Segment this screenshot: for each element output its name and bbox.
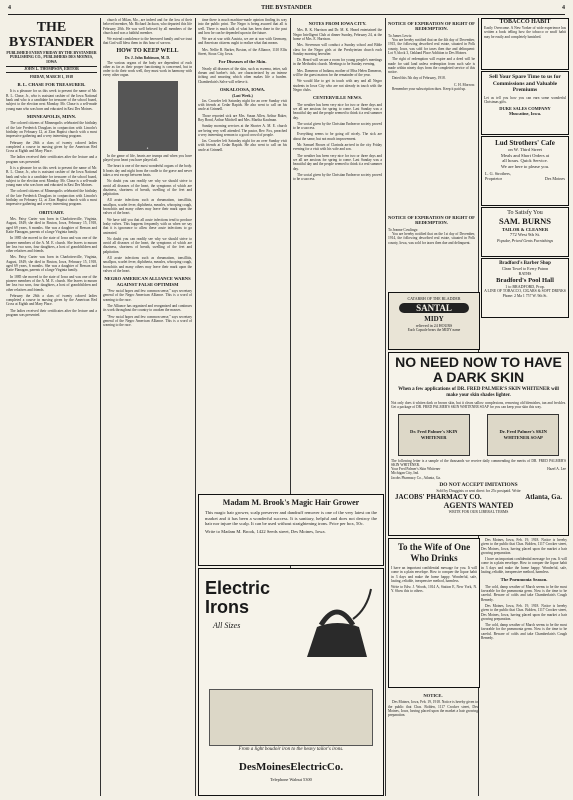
headline: OBITUARY. [38, 209, 65, 215]
ad-city: Muscatine, Iowa. [508, 111, 542, 117]
masthead: THE BYSTANDER [8, 20, 95, 50]
article-text: "Few racial hopes and few common sense," says secretary general of the Negro American Alliance. This is a word of warning to the race. [103, 289, 192, 302]
ad-company: DUKE SALES COMPANY [499, 106, 551, 112]
article-text: church of Milan, Mo., are indeed and for the loss of their beloved member, Mr. Richard Jackson, who departed this life February 20th. He was well beloved by all members of the church and was a faithful member. [103, 18, 192, 35]
ad-text: I have an important confidential message for you. It will come in a plain envelope. How to conquer the liquor habit in 3 days and make the home happy. Wonderful, safe, lasting, reliable, inexpensive method, harmless. [391, 566, 477, 583]
ad-text: BATHS [518, 270, 532, 276]
headline: HOW TO KEEP WELL [116, 47, 179, 54]
headline: NOTES FROM IOWA CITY. [308, 21, 367, 26]
ad-text: Let us tell you how you can earn some wonderful Christmas gifts. [484, 95, 566, 104]
notice-recipient: To Jeanne Cowlings: [388, 227, 419, 232]
article-text: Sunday morning services at the Shorter A. M. E. church are being very well attended. The pastor, Rev. Fox, preached a very interesting sermon to a good crowd of people. [198, 124, 287, 137]
pneumonia-block [481, 538, 567, 796]
ad-phone: Telephone Walnut 5300 [270, 777, 312, 782]
notice-block [388, 690, 478, 796]
iron-illustration [297, 579, 377, 669]
skin-whitener-ad [388, 352, 569, 536]
article-text: No doubt you can readily see why we should strive to avoid all diseases of the heart, the symptoms of which are dizziness, shortness of breath, swelling of the feet and palpitation. [103, 179, 192, 197]
article-text: Des Moines, Iowa, Feb. 19, 1918. Notice is hereby given to the public that Chas. Bolden, 1117 Crocker street, Des Moines, Iowa, having placed upon the market a hair growing preparation. [481, 603, 567, 621]
ad-company: JACOBS' PHARMACY CO. [395, 493, 482, 502]
ad-title: To the Wife of One Who Drinks [397, 542, 471, 563]
article-text: The colored citizens of Minneapolis celebrated the birthday of the late Frederick Douglass in conjunction with Lincoln's birthday on February 12, at Zion Baptist church with a most impressive gathering and a very interesting program. [6, 189, 97, 207]
article-text: It is a pleasure for us this week to present the name of Mr. B. L. Chase, Jr., who is assistant cashier of the Iowa National bank and who is a candidate for treasurer of the school board, subject to the election next Monday. Mr. Chase is a self-made young man who was born and educated in East Des Moines. [6, 166, 97, 188]
article-text: You are hereby notified that on the 1st day of December, 1914, the following described real estate, situated in Polk county, Iowa, was sold for taxes then due and delinquent. [388, 232, 475, 245]
ad-heading: Bradford's Barber Shop [499, 261, 551, 266]
magic-hair-grower-ad [198, 494, 384, 566]
ad-footer [482, 176, 568, 181]
article-text: Those reported sick are Mrs. Susan Allen, Arthur Baker, Roy Bond, Arthur Mitchell and Mrs. Martha Kaufman. [198, 113, 287, 122]
notice-recipient: To James Lewis: [388, 33, 413, 38]
ad-subtitle: When a few applications of DR. FRED PALMER'S SKIN WHITENER will make your skin shades lighter. [398, 387, 559, 398]
legal-notice-heading: NOTICE OF EXPIRATION OF RIGHT OF REDEMPTION. [388, 215, 475, 226]
ad-warning: DO NOT ACCEPT IMITATIONS [439, 482, 518, 489]
page-number-right: 4 [561, 5, 565, 11]
article-text: Dr. Heard will secure a room for young people's meetings in the Methodist church. Meetings to be Sunday evening. [293, 58, 382, 67]
article-text: We have told you that all acute infections tend to produce leaky valves. This happens frequently with us when we say that it is ignorance to allow these acute infections to go untreated. [103, 217, 192, 235]
ad-text: A LINE OF TOBACCO, CIGARS & SOFT DRINKS [484, 289, 566, 294]
ad-text: We are here to please you. [500, 163, 550, 169]
byline: (Last Week.) [232, 94, 253, 99]
ad-address: Write to Edw. J. Woods, 1014 A, Station E, New York, N. Y. Show this to others. [391, 585, 477, 594]
notice-signature: C. H. Morrow. [453, 82, 475, 87]
spare-time-ad [481, 71, 569, 135]
article-text: The various organs of the body are dependent of each other as far as their proper functioning is concerned, but in order to do their work well, they must work in harmony with every other organ. [103, 60, 192, 78]
ad-text: Each Capsule bears the MIDY name [407, 328, 461, 332]
issue-date: FRIDAY, MARCH 1, 1918 [29, 74, 74, 79]
ad-city: Atlanta, Ga. [525, 493, 562, 502]
article-text: time there is much machine-made opinion finding its way into the public print. The Negro is being assured that all is well. There is much talk of what has been done in the past and how he can be depended upon in the future. [198, 18, 287, 35]
ad-text: Meals and Short Orders at [500, 152, 550, 158]
ad-title: NO NEED NOW TO HAVE A DARK SKIN [395, 354, 562, 385]
article-text: The ladies received their certificates after the lecture and a program was presented. [6, 155, 97, 164]
article-text: The social given by the Christian Endeavor society proved to be a success. [293, 121, 382, 131]
column-5-lower [388, 212, 475, 290]
headline: MINNEAPOLIS, MINN. [26, 113, 77, 119]
article-text: Mrs. B. K. Harrison and Dr. M. K. Heard entertained the Negro Intelligent Club at dinner Sunday, February 24, at the home of Mrs. E. Harrison. [293, 28, 382, 41]
ad-proprietor: L. G. Strothers, [485, 171, 511, 176]
column-rule [100, 18, 101, 796]
editor-line: JOHN L. THOMPSON, EDITOR [6, 66, 97, 72]
irons-heading [205, 579, 297, 631]
drinking-habit-ad [388, 538, 480, 688]
ad-text: Sold by Druggists or sent direct for 25c postpaid. Write [436, 488, 521, 493]
article-text: The ladies received their certificates after the lecture and a program was presented. [6, 308, 97, 318]
article-text: Mrs. Nellie B. Barker, Boston, of the Alliance, 1110 Ellis Street, Sioux City, Iowa. [198, 47, 287, 57]
ad-heading: Sell Your Spare Time to us for Commissions and Valuable Premiums [489, 74, 561, 93]
boudoir-illustration [209, 689, 373, 746]
headline: CENTERVILLE NEWS. [312, 95, 363, 101]
iron-icon [297, 579, 377, 669]
letter-place: Michigan City, Ind. [391, 471, 420, 476]
byline: Dr. J. John Robinson, M. D. [124, 56, 171, 61]
article-text: Mrs. Patsy Carter was born in Charlottesville, Virginia, August, 1849; she died in Boston, Iowa, February 15, 1918, aged 69 years, 6 months. She was a daughter of Benson and Katie Flanagan, parents of a large Virginia family. [6, 255, 97, 273]
legal-notice-heading: NOTICE OF EXPIRATION OF RIGHT OF REDEMPTION. [388, 21, 475, 32]
ad-name: Bradford's Pool Hall [496, 276, 554, 284]
article-text: Mrs. Patsy Carter was born in Charlottesville, Virginia, August, 1849; she died in Boston, Iowa, February 15, 1918, aged 69 years, 6 months. She was a daughter of Benson and Katie Flanagan, parents of a large Virginia family. [6, 217, 97, 234]
page-header [8, 2, 565, 15]
headline: NOTICE. [423, 693, 443, 698]
article-text: In 1885 she moved to the state of Iowa and was one of the pioneer members of the A. M. E. church. She leaves to mourn her loss two sons, four daughters, a host of grandchildren and other relatives and friends. [6, 274, 97, 292]
ad-heading: To Satisfy You [507, 210, 543, 216]
article-text: The right of redemption will expire and a deed will be made for said land unless redemption from such sale is made within ninety days from the completed service of this notice. [388, 57, 475, 75]
ad-agents: AGENTS WANTED [443, 501, 514, 511]
ad-company-line [389, 493, 568, 501]
column-4 [293, 18, 382, 490]
article-text: February the 26th a class of twenty colored ladies completed a course in nursing given by the American Red Cross at Eighth and Mary Place. [6, 293, 97, 307]
column-5 [388, 18, 475, 210]
headline: B. L. CHASE FOR TREASURER. [17, 82, 86, 88]
publisher-line: PUBLISHED EVERY FRIDAY BY THE BYSTANDER PUBLISHING CO., PUBLISHERS DES MOINES, IOWA [6, 51, 97, 64]
article-text: You are hereby notified that on the 4th day of December, 1915, the following described real estate, situated in Polk county, Iowa, was sold for taxes then due and delinquent: Lot 9, block 3, Oakland Place Addition to Des Moines. [388, 38, 475, 55]
ad-letter [389, 467, 568, 480]
column-rule [385, 18, 386, 796]
paper-title: THE BYSTANDER [261, 5, 312, 11]
ad-address: on W. Third Street [508, 147, 542, 152]
ad-title: Madam M. Brook's Magic Hair Grower [222, 498, 360, 507]
ad-text: The following letter is a sample of the thousands we receive daily commending the merits of DR. FRED PALMER'S SKIN WHITENER. [391, 458, 566, 467]
ad-text: Not only does it whiten dark or brown skin, but it clears sallow complexions, removing old blemishes, tan and freckles. Get a package of DR. FRED PALMER'S SKIN WHITENER SOAP for you can keep your skin this way. [391, 401, 566, 410]
headline: The Pneumonia Season. [500, 577, 548, 583]
article-text: The cold, damp weather of March seems to be the most favorable for the pneumonia germ. Now is the time to be careful. Beware of colds and take Chamberlain's Cough Remedy. [481, 584, 567, 602]
article-text: I have an important confidential message for you. It will come in a plain envelope. How to conquer the liquor habit in 3 days and make the home happy. Wonderful, safe, lasting, reliable, inexpensive method, harmless. [481, 557, 567, 575]
article-text: It is a pleasure for us this week to present the name of Mr. B. L. Chase, Jr., who is assistant cashier of the Iowa National bank and who is a candidate for treasurer of the school board, subject to the election next Monday. Mr. Chase is a self-made young man who was born and educated in East Des Moines. [6, 89, 97, 111]
ad-text: Popular, Priced Gents Furnishings [497, 237, 553, 243]
santal-midy-ad [388, 292, 480, 350]
article-text: The weather has been very nice for two or three days and we all are anxious for spring to come. Last Sunday was a beautiful day and the people seemed to think it a real summer day. [293, 102, 382, 120]
article-text: The colored citizens of Minneapolis celebrated the birthday of the late Frederick Douglass in conjunction with Lincoln's birthday on February 12, at Zion Baptist church with a most impressive gathering and a very interesting program. [6, 121, 97, 139]
ad-trade: TAILOR & CLEANER [501, 226, 549, 232]
article-text: The heart is one of the most wonderful organs of the body. It beats day and night from the cradle to the grave and never takes a rest except between beats. [103, 164, 192, 177]
article-text: Des Moines, Iowa, Feb. 19, 1918. Notice is hereby given to the public that Chas. Bolden, 1117 Crocker street, Des Moines, Iowa, having placed upon the market a hair growing preparation. [388, 700, 478, 718]
article-text: The Alliance has organized and reorganized and continues its work throughout the country to awaken the masses. [103, 303, 192, 313]
irons-top [199, 579, 383, 669]
article-text: Mrs. Dameron of Indiana, mother of Miss Helen Dameron, will be the guest matron for the remainder of the year. [293, 68, 382, 78]
ad-text: all hours. Quick Service. [502, 158, 548, 163]
ad-role: Proprietor [485, 176, 502, 181]
article-text: Dated this 5th day of February, 1918. [392, 76, 446, 81]
whitener-box: Dr. Fred Palmer's SKIN WHITENER [398, 414, 470, 456]
headline: For Diseases of the Skin. [218, 59, 267, 65]
article-text: In 1885 she moved to the state of Iowa and was one of the pioneer members of the A. M. E. church. She leaves to mourn her loss two sons, four daughters, a host of grandchildren and other relatives and friends. [6, 236, 97, 254]
article-text: "Few racial hopes and few common sense," says secretary general of the Negro American Alliance. This is a word of warning to the race. [103, 314, 192, 328]
ad-text: Easily Overcome. A New Yorker of wide experience has written a book telling how the tobacco or snuff habit may be easily and completely banished. [484, 26, 566, 39]
lud-strothers-cafe-ad [481, 136, 569, 206]
article-text: All acute infections such as rheumatism, tonsillitis, smallpox, scarlet fever, diphtheria, measles, whooping cough, bronchitis and many others may leave their mark upon the valves of the heart. [103, 256, 192, 273]
ad-company: DesMoinesElectricCo. [238, 761, 344, 773]
sam-burns-tailor-ad [481, 207, 569, 257]
article-text: In the game of life, hearts are trumps and when you have played your heart you have played all. [103, 153, 192, 163]
article-text: Nearly all diseases of the skin, such as eczema, tetter, salt rheum and barber's itch, are characterized by an intense itching and smarting which often makes life a burden. Chamberlain's Salve will relieve it. [198, 66, 287, 84]
ad-name: SAM. BURNS [499, 216, 551, 226]
letter-signature: Hazel A. Lee [547, 467, 566, 472]
ad-sub-brand: MIDY [424, 315, 444, 323]
ad-caption: From a light boudoir iron to the heavy tailor's irons. [238, 747, 344, 752]
article-text: We are at war with Austria, we are at war with Germany, and American citizens ought to realize what that means. [198, 37, 287, 46]
bradford-barber-ad [481, 258, 569, 318]
ad-text: Phone: 2 Ma 1 757 W. 9th St. [502, 293, 548, 298]
electric-irons-ad [198, 568, 384, 796]
ad-city: Des Moines [544, 176, 565, 181]
ad-address: 772 West 9th St. [509, 232, 541, 237]
ad-text: 1 to BRADFORD, Prop. [505, 283, 545, 289]
article-text: No doubt you can readily see why we should strive to avoid all diseases of the heart, the symptoms of which are dizziness, shortness of breath, swelling of the feet and palpitation. [103, 236, 192, 254]
ad-heading: TOBACCO HABIT [499, 19, 551, 25]
ad-title: Electric Irons [205, 578, 271, 617]
ad-address: Write to Madam M. Brook, 1422 Seeds street, Des Moines, Iowa. [205, 528, 326, 534]
article-text: We would like to get in touch with any and all Negro students in Iowa City who are not already in touch with the Negro clubs. [293, 79, 382, 92]
article-text: February the 26th a class of twenty colored ladies completed a course in nursing given by the American Red Cross at Eighth and Mary Place. [6, 140, 97, 154]
article-text: The cold, damp weather of March seems to be the most favorable for the pneumonia germ. Now is the time to be careful. Beware of colds and take Chamberlain's Cough Remedy. [481, 623, 567, 641]
article-text: Jas. Crowder left Saturday night for an over Sunday visit with friends at Cedar Rapids. He also went to call on his uncle at Grinnell. [198, 98, 287, 112]
article-text: The social given by the Christian Endeavor society proved to be a success. [293, 172, 382, 182]
ad-heading: Lud Strothers' Cafe [495, 139, 555, 147]
article-text: The weather has been very nice for two or three days and we all are anxious for spring to come. Last Sunday was a beautiful day and the people seemed to think it a real summer day. [293, 153, 382, 171]
product-boxes [389, 414, 568, 456]
article-text: Everything seems to be going off nicely. The sick are about the same, but not much improvement. [293, 132, 382, 141]
page-number: 4 [8, 5, 11, 11]
column-1 [6, 18, 97, 796]
ad-text: relieved in 24 HOURS [415, 323, 453, 328]
column-2 [103, 18, 192, 796]
article-text: Remember your subscription dues. Keep it paid up. [392, 87, 466, 92]
ad-brand: SANTAL [399, 303, 469, 313]
article-text: Jas. Crowder left Saturday night for an over Sunday visit with friends at Cedar Rapids. He also went to call on his uncle at Grinnell. [198, 139, 287, 152]
article-text: Des Moines, Iowa, Feb. 19, 1918. Notice is hereby given to the public that Chas. Bolden, 1117 Crocker street, Des Moines, Iowa, having placed upon the market a hair growing preparation. [481, 538, 567, 555]
headline: NEGRO AMERICAN ALLIANCE WARNS AGAINST FALSE OPTIMISM [104, 276, 191, 287]
ad-text: WRITE FOR OUR LIBERAL TERMS [448, 510, 509, 515]
ad-subtitle: All Sizes [213, 621, 241, 630]
headline: OSKALOOSA, IOWA. [219, 86, 266, 92]
soap-box: Dr. Fred Palmer's SKIN WHITENER SOAP [487, 414, 559, 456]
portrait-photo: ● [118, 81, 178, 151]
ad-text: This magic hair grower, scalp preserver and dandruff remover is one of the very latest on the market and it has been a wonderful success. It is sanitary, helpful and does not destroy the hair nor injure the scalp. It can be used without straightening irons. Price per box, 50c. [205, 510, 377, 527]
article-text: We extend condolence to the bereaved family and we trust that God will bless them in this hour of sorrow. [103, 37, 192, 46]
tobacco-habit-ad [481, 18, 569, 70]
article-text: All acute infections such as rheumatism, tonsillitis, smallpox, scarlet fever, diphtheria, measles, whooping cough, bronchitis and many others may leave their mark upon the valves of the heart. [103, 198, 192, 216]
letter-company: Jacobs Pharmacy Co., Atlanta, Ga. [391, 475, 441, 480]
column-rule [195, 18, 196, 796]
letter-right [480, 467, 566, 480]
ad-text: CATARRH OF THE BLADDER [407, 296, 461, 301]
article-text: Mr. Samuel Brown of Clarinda arrived in the city Friday evening for a visit with his wife and son. [293, 143, 382, 152]
article-text: Mrs. Stevenson will conduct a Sunday school and Bible class for the Negro girls at the Presbyterian church each Sunday morning hereafter. [293, 43, 382, 56]
letter-left [391, 467, 477, 480]
letter-heading: Your Fred Palmer's Skin Whitener [391, 467, 441, 472]
ad-text: Clean Towel to Every Patron [501, 266, 549, 271]
